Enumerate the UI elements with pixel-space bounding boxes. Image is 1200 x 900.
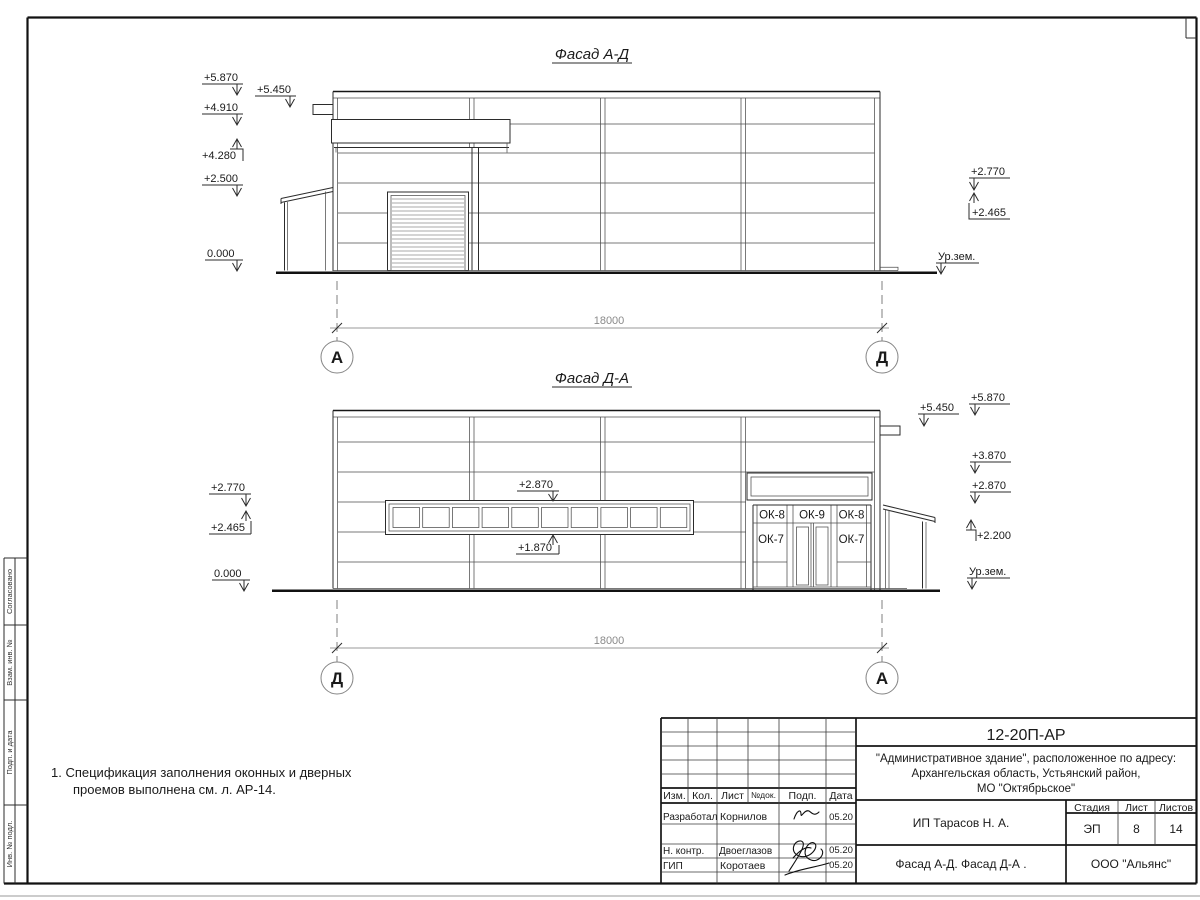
elev-mark: +2.500 [204, 173, 238, 185]
facade-d-a-marks-left [209, 482, 251, 591]
ground-level-label-top: Ур.зем. [938, 251, 976, 263]
strip-label-soglasovano: Согласовано [5, 568, 14, 615]
sheets-label: Листов [1158, 802, 1194, 814]
company-name: ООО "Альянс" [1090, 857, 1172, 871]
strip-label-inv: Инв. № подл. [5, 820, 14, 868]
col-data: Дата [829, 790, 853, 802]
facade-d-a-dimension [321, 600, 898, 694]
col-kol: Кол. [692, 790, 713, 802]
axis-letter-a-top: А [330, 348, 344, 367]
client-name: ИП Тарасов Н. А. [912, 816, 1010, 830]
elev-mark: +1.870 [518, 542, 552, 554]
row-date-ncontrol: 05.20 [829, 845, 853, 856]
porch-right [883, 505, 935, 589]
window-tag-ok9: ОК-9 [799, 509, 825, 522]
sheet-title: Фасад А-Д. Фасад Д-А . [895, 857, 1027, 871]
roof-pipe-right [880, 426, 900, 435]
facade-a-d-marks-left [202, 72, 296, 271]
facade-d-a [209, 370, 1011, 694]
row-role-developer: Разработал [663, 812, 718, 823]
elev-mark: +2.770 [211, 482, 245, 494]
ground-level-label-bottom: Ур.зем. [969, 566, 1007, 578]
row-date-gip: 05.20 [829, 860, 853, 871]
window-tag-ok7: ОК-7 [838, 534, 865, 546]
stage-value: ЭП [1083, 822, 1101, 836]
roof-pipe-left [313, 105, 333, 115]
elev-mark: +5.450 [257, 84, 291, 96]
sheets-total: 14 [1169, 822, 1183, 836]
window-tag-ok7: ОК-7 [758, 534, 784, 546]
elev-mark: +2.770 [971, 166, 1005, 178]
facade-a-d-title: Фасад А-Д [554, 46, 630, 63]
stage-label: Стадия [1074, 802, 1110, 814]
elev-mark: +2.465 [972, 207, 1006, 219]
axis-letter-d-bottom: Д [330, 669, 344, 688]
project-line1: "Административное здание", расположенное по адресу: [875, 753, 1177, 765]
row-role-ncontrol: Н. контр. [663, 846, 705, 857]
elev-mark: 0.000 [207, 248, 235, 260]
elev-mark: 0.000 [214, 568, 242, 580]
facade-a-d-marks-right [936, 166, 1010, 274]
axis-letter-a-bottom: А [875, 669, 889, 688]
sheet-number: 8 [1133, 822, 1140, 836]
porch-left [281, 188, 333, 271]
sheet-label: Лист [1125, 802, 1148, 814]
elev-mark: +2.465 [211, 522, 245, 534]
elev-mark: +2.870 [972, 480, 1006, 492]
dimension-18000-bottom: 18000 [593, 635, 625, 647]
project-line3: МО "Октябрьское" [976, 783, 1076, 795]
window-tag-ok8: ОК-8 [838, 509, 865, 522]
strip-label-vzam: Взам. инв. № [5, 639, 14, 686]
left-margin-strip [4, 558, 28, 884]
elev-mark: +2.200 [977, 530, 1011, 542]
col-izm: Изм. [663, 790, 686, 802]
note-line2: проемов выполнена см. л. АР-14. [73, 782, 276, 797]
note-line1: 1. Спецификация заполнения оконных и дверных [51, 765, 352, 780]
title-block [661, 718, 1197, 884]
elev-mark: +2.870 [519, 479, 553, 491]
elev-mark: +4.910 [204, 102, 238, 114]
row-name-gip: Коротаев [720, 860, 766, 872]
elev-mark: +5.870 [971, 392, 1005, 404]
col-ndoc: №док. [751, 790, 776, 800]
signature-developer [794, 811, 819, 819]
elev-mark: +4.280 [202, 150, 236, 162]
facade-d-a-title: Фасад Д-А [554, 370, 630, 387]
doc-number: 12-20П-АР [986, 727, 1066, 744]
entrance-canopy [332, 120, 511, 144]
axis-letter-d-top: Д [875, 348, 889, 367]
strip-label-podp: Подп. и дата [5, 730, 14, 775]
elev-mark: +3.870 [972, 450, 1006, 462]
col-list: Лист [721, 790, 744, 802]
roller-door [388, 192, 469, 271]
row-name-ncontrol: Двоеглазов [719, 846, 773, 857]
elev-mark: +5.870 [204, 72, 238, 84]
facade-a-d [202, 46, 1010, 373]
dimension-18000-top: 18000 [593, 315, 625, 327]
row-date-developer: 05.20 [829, 812, 853, 823]
facade-d-a-marks-right [918, 392, 1011, 589]
row-role-gip: ГИП [663, 861, 683, 872]
facade-a-d-dimension [321, 281, 898, 373]
ribbon-window [386, 501, 694, 535]
window-tag-ok8: ОК-8 [759, 509, 785, 522]
elev-mark: +5.450 [920, 402, 954, 414]
storefront [746, 473, 872, 591]
row-name-developer: Корнилов [720, 811, 768, 823]
notes [51, 765, 352, 797]
col-podp: Подп. [788, 790, 817, 802]
project-line2: Архангельская область, Устьянский район, [911, 768, 1141, 780]
